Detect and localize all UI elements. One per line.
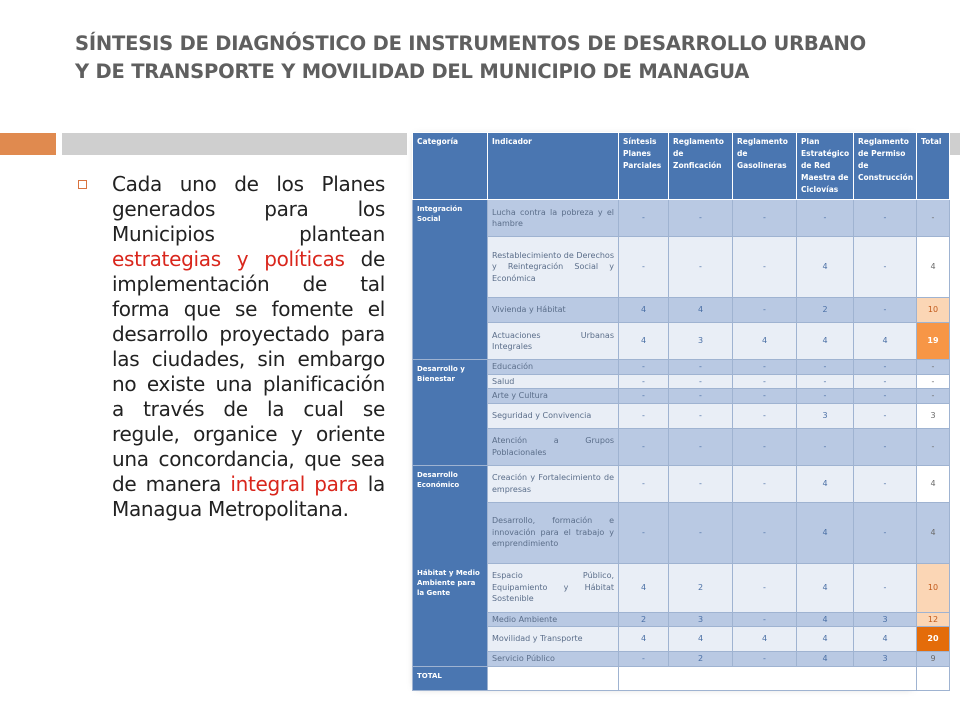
empty-cell — [619, 666, 917, 690]
total-cell: 20 — [917, 627, 950, 652]
indicator-cell: Lucha contra la pobreza y el hambre — [488, 200, 619, 237]
value-cell: 3 — [854, 652, 917, 667]
table-row — [413, 612, 950, 627]
total-cell: 4 — [917, 237, 950, 298]
total-cell: 4 — [917, 465, 950, 502]
category-cell: Desarrollo y Bienestar — [413, 360, 488, 466]
value-cell: - — [619, 200, 669, 237]
value-cell: 4 — [797, 237, 854, 298]
table-header-row — [413, 133, 950, 200]
total-cell: - — [917, 428, 950, 465]
total-cell: - — [917, 389, 950, 404]
value-cell: - — [669, 374, 733, 389]
total-cell: 10 — [917, 298, 950, 323]
value-cell: - — [619, 389, 669, 404]
paragraph-text-1: Cada uno de los Planes generados para los Municipios plantean — [112, 172, 385, 246]
value-cell: 3 — [854, 612, 917, 627]
value-cell: 3 — [669, 323, 733, 360]
table-total-row — [413, 666, 950, 690]
empty-cell — [488, 666, 619, 690]
header-cell: Reglamento de Gasolineras — [733, 133, 797, 200]
table-row — [413, 627, 950, 652]
paragraph-highlight-1: estrategias y políticas — [112, 247, 345, 271]
indicator-cell: Servicio Público — [488, 652, 619, 667]
category-label-habitat: Hábitat y Medio Ambiente para la Gente — [417, 568, 480, 597]
value-cell: 4 — [797, 502, 854, 563]
value-cell: - — [619, 237, 669, 298]
header-cell: Indicador — [488, 133, 619, 200]
value-cell: - — [733, 298, 797, 323]
empty-cell — [917, 666, 950, 690]
table-row — [413, 200, 950, 237]
bullet-content — [84, 172, 385, 522]
value-cell: - — [619, 465, 669, 502]
paragraph-text-3: la Managua Metropolitana. — [112, 472, 385, 521]
value-cell: - — [854, 237, 917, 298]
diagnostic-table-image — [412, 132, 942, 682]
value-cell: - — [854, 360, 917, 375]
value-cell: 4 — [797, 563, 854, 612]
value-cell: - — [733, 652, 797, 667]
total-cell: - — [917, 200, 950, 237]
accent-bar-gray-left — [62, 133, 407, 155]
value-cell: - — [733, 200, 797, 237]
value-cell: 2 — [797, 298, 854, 323]
value-cell: 4 — [669, 627, 733, 652]
table-row — [413, 389, 950, 404]
total-cell: - — [917, 360, 950, 375]
value-cell: - — [669, 237, 733, 298]
indicator-cell: Restablecimiento de Derechos y Reintegración Social y Económica — [488, 237, 619, 298]
value-cell: - — [669, 428, 733, 465]
category-cell — [413, 465, 488, 666]
indicator-cell: Espacio Público, Equipamiento y Hábitat Sostenible — [488, 563, 619, 612]
header-cell: Plan Estratégico de Red Maestra de Ciclovías — [797, 133, 854, 200]
value-cell: - — [797, 200, 854, 237]
value-cell: 4 — [619, 298, 669, 323]
value-cell: - — [733, 374, 797, 389]
indicator-cell: Seguridad y Convivencia — [488, 403, 619, 428]
paragraph-highlight-2: integral para — [230, 472, 359, 496]
value-cell: 3 — [797, 403, 854, 428]
total-cell: 9 — [917, 652, 950, 667]
value-cell: - — [733, 612, 797, 627]
value-cell: 4 — [797, 323, 854, 360]
value-cell: - — [733, 502, 797, 563]
value-cell: 4 — [733, 323, 797, 360]
value-cell: 4 — [797, 652, 854, 667]
total-cell: 4 — [917, 502, 950, 563]
square-bullet-icon — [78, 180, 87, 189]
indicator-cell: Educación — [488, 360, 619, 375]
header-cell: Reglamento de Zonficación — [669, 133, 733, 200]
indicator-cell: Desarrollo, formación e innovación para el trabajo y emprendimiento — [488, 502, 619, 563]
indicator-cell: Movilidad y Transporte — [488, 627, 619, 652]
value-cell: - — [854, 428, 917, 465]
slide-title — [75, 30, 935, 86]
table-row — [413, 360, 950, 375]
value-cell: - — [669, 465, 733, 502]
value-cell: 4 — [669, 298, 733, 323]
title-line-1: SÍNTESIS DE DIAGNÓSTICO DE INSTRUMENTOS DE DESARROLLO URBANO — [75, 32, 866, 55]
header-cell: Total — [917, 133, 950, 200]
category-label-economico: Desarrollo Económico — [417, 470, 460, 489]
value-cell: - — [797, 428, 854, 465]
value-cell: - — [797, 374, 854, 389]
indicator-cell: Salud — [488, 374, 619, 389]
table-row — [413, 323, 950, 360]
table-row — [413, 563, 950, 612]
value-cell: - — [797, 360, 854, 375]
table-row — [413, 465, 950, 502]
header-cell: Categoría — [413, 133, 488, 200]
value-cell: - — [733, 403, 797, 428]
value-cell: 4 — [733, 627, 797, 652]
category-cell: Integración Social — [413, 200, 488, 360]
indicator-cell: Actuaciones Urbanas Integrales — [488, 323, 619, 360]
value-cell: 2 — [669, 652, 733, 667]
category-cell: TOTAL — [413, 666, 488, 690]
title-line-2: Y DE TRANSPORTE Y MOVILIDAD DEL MUNICIPIO DE MANAGUA — [75, 60, 750, 83]
table-row — [413, 403, 950, 428]
header-cell: Síntesis Planes Parciales — [619, 133, 669, 200]
indicator-cell: Medio Ambiente — [488, 612, 619, 627]
diagnostic-table — [412, 132, 950, 691]
value-cell: - — [854, 465, 917, 502]
value-cell: - — [669, 200, 733, 237]
value-cell: - — [619, 428, 669, 465]
header-cell: Reglamento de Permiso de Construcción — [854, 133, 917, 200]
paragraph-text-2: de implementación de tal forma que se fomente el desarrollo proyectado para las ciudades, sin embargo no existe una planificación a través de la cual se regule, organice y oriente una concordancia, que sea de manera — [112, 247, 385, 496]
value-cell: 4 — [854, 323, 917, 360]
value-cell: 4 — [797, 465, 854, 502]
value-cell: - — [797, 389, 854, 404]
value-cell: - — [619, 403, 669, 428]
indicator-cell: Creación y Fortalecimiento de empresas — [488, 465, 619, 502]
table-row — [413, 298, 950, 323]
value-cell: - — [669, 360, 733, 375]
value-cell: - — [733, 428, 797, 465]
value-cell: - — [619, 360, 669, 375]
value-cell: 4 — [619, 563, 669, 612]
value-cell: - — [733, 465, 797, 502]
value-cell: 4 — [854, 627, 917, 652]
total-cell: 3 — [917, 403, 950, 428]
value-cell: - — [669, 389, 733, 404]
value-cell: - — [619, 652, 669, 667]
value-cell: - — [669, 502, 733, 563]
value-cell: - — [733, 360, 797, 375]
value-cell: - — [854, 502, 917, 563]
value-cell: - — [619, 502, 669, 563]
value-cell: - — [854, 200, 917, 237]
table-row — [413, 428, 950, 465]
value-cell: - — [619, 374, 669, 389]
indicator-cell: Arte y Cultura — [488, 389, 619, 404]
value-cell: - — [854, 374, 917, 389]
indicator-cell: Atención a Grupos Poblacionales — [488, 428, 619, 465]
value-cell: 4 — [797, 627, 854, 652]
indicator-cell: Vivienda y Hábitat — [488, 298, 619, 323]
table-row — [413, 502, 950, 563]
value-cell: - — [854, 389, 917, 404]
table-row — [413, 237, 950, 298]
table-row — [413, 374, 950, 389]
value-cell: 4 — [797, 612, 854, 627]
total-cell: 19 — [917, 323, 950, 360]
value-cell: - — [854, 403, 917, 428]
value-cell: 4 — [619, 323, 669, 360]
value-cell: 3 — [669, 612, 733, 627]
value-cell: - — [854, 298, 917, 323]
body-paragraph — [112, 172, 385, 522]
value-cell: - — [854, 563, 917, 612]
value-cell: - — [669, 403, 733, 428]
value-cell: - — [733, 389, 797, 404]
value-cell: - — [733, 237, 797, 298]
total-cell: 10 — [917, 563, 950, 612]
value-cell: 2 — [619, 612, 669, 627]
accent-bar-orange — [0, 133, 56, 155]
total-cell: 12 — [917, 612, 950, 627]
value-cell: - — [733, 563, 797, 612]
total-cell: - — [917, 374, 950, 389]
value-cell: 4 — [619, 627, 669, 652]
value-cell: 2 — [669, 563, 733, 612]
table-row — [413, 652, 950, 667]
